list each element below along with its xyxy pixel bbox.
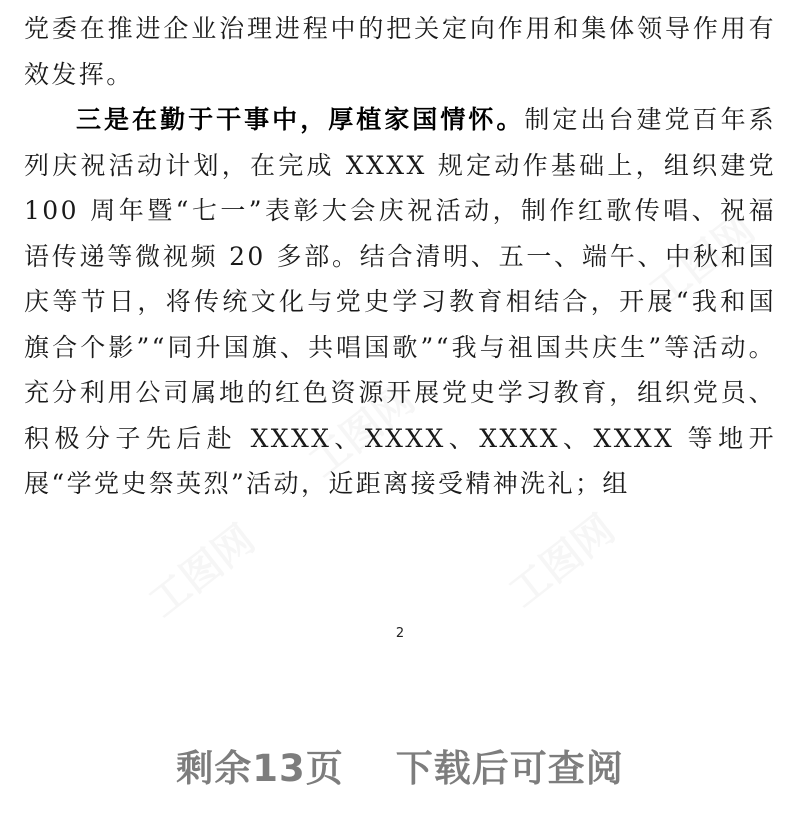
watermark-1: 工图网 (140, 516, 264, 627)
paragraph-2-lead: 三是在勤于干事中，厚植家国情怀。 (76, 105, 525, 134)
watermark-3: 工图网 (640, 206, 764, 317)
download-banner[interactable] (0, 738, 800, 792)
remaining-pages-label: 剩余13页 (176, 747, 344, 790)
paragraph-1-text: 党委在推进企业治理进程中的把关定向作用和集体领导作用有效发挥。 (24, 14, 776, 89)
document-body (24, 6, 776, 507)
paragraph-2-text: 制定出台建党百年系列庆祝活动计划，在完成 XXXX 规定动作基础上，组织建党 100 周年暨“七一”表彰大会庆祝活动，制作红歌传唱、祝福语传递等微视频 20 多部。结合清明、五一、端午、中秋和国庆等节日，将传统文化与党史学习教育相结合，开展“我和国旗合个影”“同升国旗、共唱国歌”“我与祖国共庆生”等活动。充分利用公司属地的红色资源开展党史学习教育，组织党员、积极分子先后赴 XXXX、XXXX、XXXX、XXXX 等地开展“学党史祭英烈”活动，近距离接受精神洗礼；组 (24, 105, 777, 498)
page-number: 2 (395, 626, 405, 641)
paragraph-1 (24, 6, 776, 97)
watermark-2: 工图网 (500, 506, 624, 617)
paragraph-2 (24, 97, 776, 507)
download-to-view-label: 下载后可查阅 (395, 747, 624, 790)
watermark-4: 工图网 (300, 376, 424, 487)
